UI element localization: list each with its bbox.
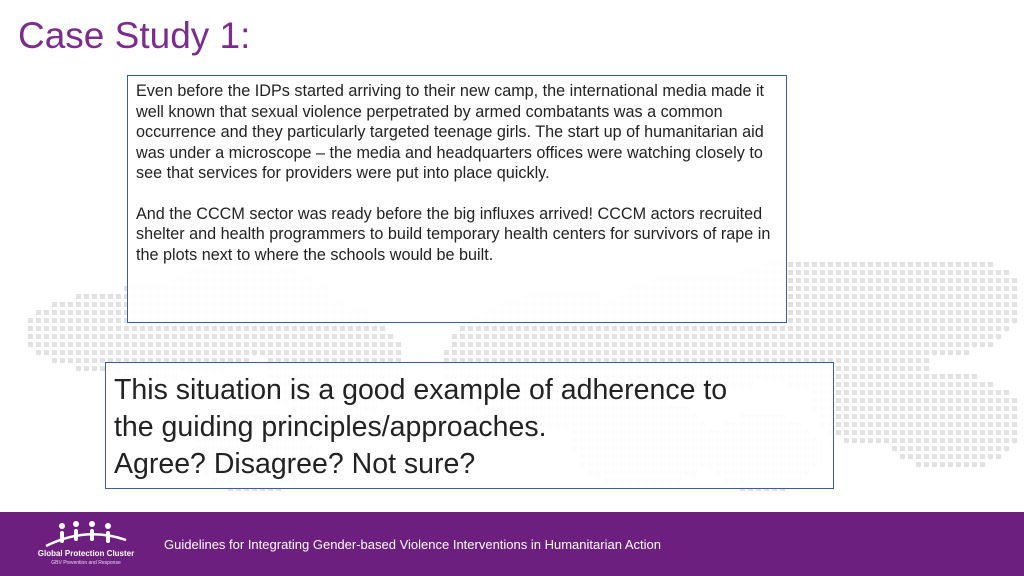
people-figures-icon — [40, 520, 132, 548]
case-paragraph-1: Even before the IDPs started arriving to their new camp, the international media made it well known that sexual violence perpetrated by armed combatants was a common occurrence and they particularly targeted teenage girls. The start up of humanitarian aid was under a microscope – the media and headquarters offices were watching closely to see that services for providers were put into place quickly. — [136, 82, 765, 182]
slide-title: Case Study 1: — [18, 15, 251, 56]
global-protection-cluster-logo — [30, 520, 142, 572]
footer-bar — [0, 512, 1024, 576]
question-line-1: This situation is a good example of adherence to — [114, 374, 728, 406]
question-line-2: the guiding principles/approaches. — [114, 411, 547, 443]
question-line-3: Agree? Disagree? Not sure? — [114, 448, 476, 480]
footer-guidelines-text: Guidelines for Integrating Gender-based Violence Interventions in Humanitarian Action — [164, 537, 661, 552]
case-paragraph-2: And the CCCM sector was ready before the big influxes arrived! CCCM actors recruited shelter and health programmers to build temporary health centers for survivors of rape in the plots next to where the schools would be built. — [136, 204, 771, 264]
question-textbox — [105, 362, 834, 489]
logo-tagline: GBV Prevention and Response — [51, 560, 121, 566]
logo-name: Global Protection Cluster — [37, 549, 135, 558]
case-study-textbox — [127, 75, 787, 323]
